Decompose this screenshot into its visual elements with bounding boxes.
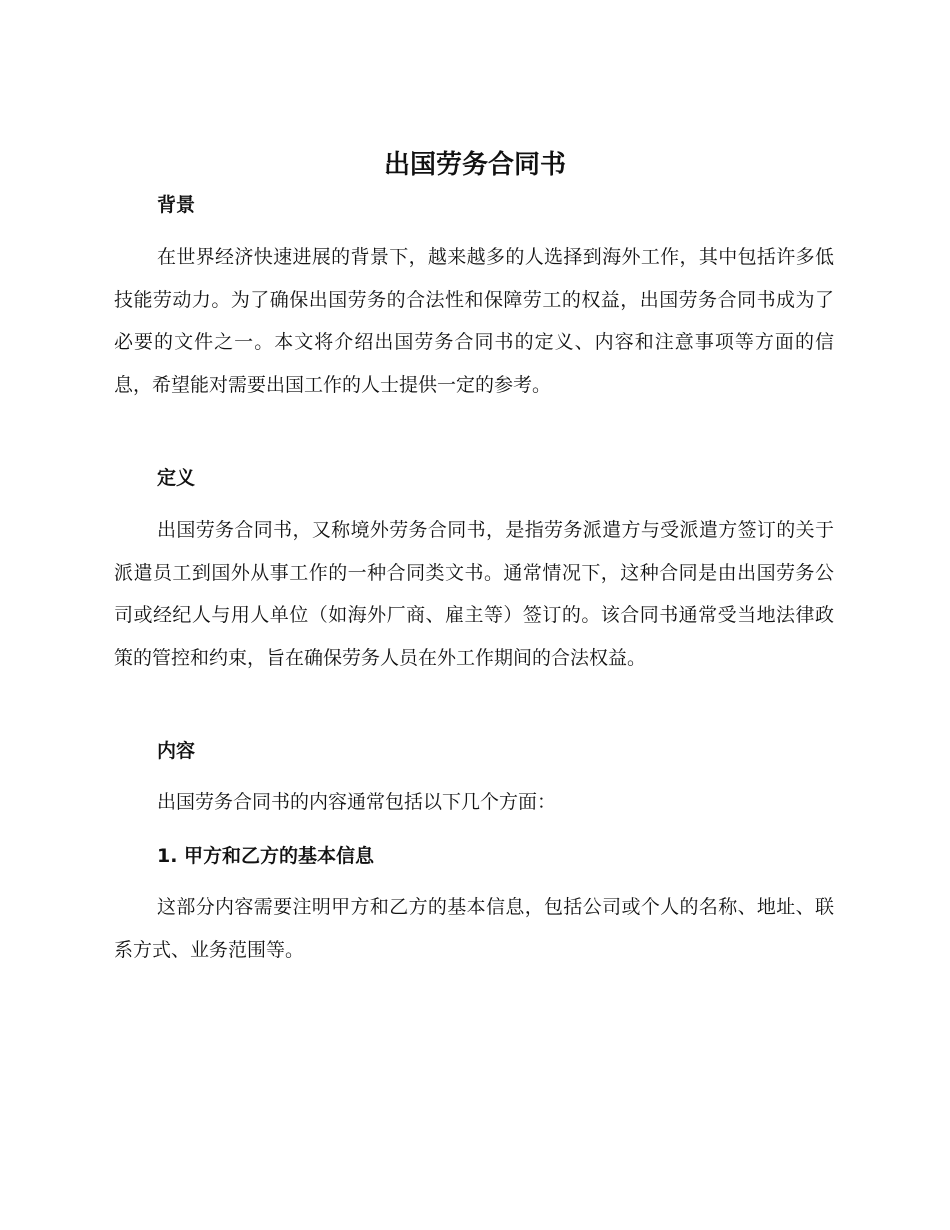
paragraph-basic-info: 这部分内容需要注明甲方和乙方的基本信息，包括公司或个人的名称、地址、联系方式、业务范围等。	[114, 896, 834, 961]
paragraph-content-intro: 出国劳务合同书的内容通常包括以下几个方面：	[157, 791, 557, 813]
document-title: 出国劳务合同书	[383, 150, 566, 180]
section-heading-content: 内容	[157, 740, 196, 762]
section-heading-definition: 定义	[157, 467, 196, 489]
section-heading-background: 背景	[157, 194, 196, 216]
paragraph-background: 在世界经济快速进展的背景下，越来越多的人选择到海外工作，其中包括许多低技能劳动力。为了确保出国劳务的合法性和保障劳工的权益，出国劳务合同书成为了必要的文件之一。本文将介绍出国劳务合同书的定义、内容和注意事项等方面的信息，希望能对需要出国工作的人士提供一定的参考。	[114, 246, 834, 396]
paragraph-definition: 出国劳务合同书，又称境外劳务合同书，是指劳务派遣方与受派遣方签订的关于派遣员工到国外从事工作的一种合同类文书。通常情况下，这种合同是由出国劳务公司或经纪人与用人单位（如海外厂商、雇主等）签订的。该合同书通常受当地法律政策的管控和约束，旨在确保劳务人员在外工作期间的合法权益。	[114, 519, 834, 669]
subsection-heading-basic-info: 1. 甲方和乙方的基本信息	[157, 845, 375, 867]
